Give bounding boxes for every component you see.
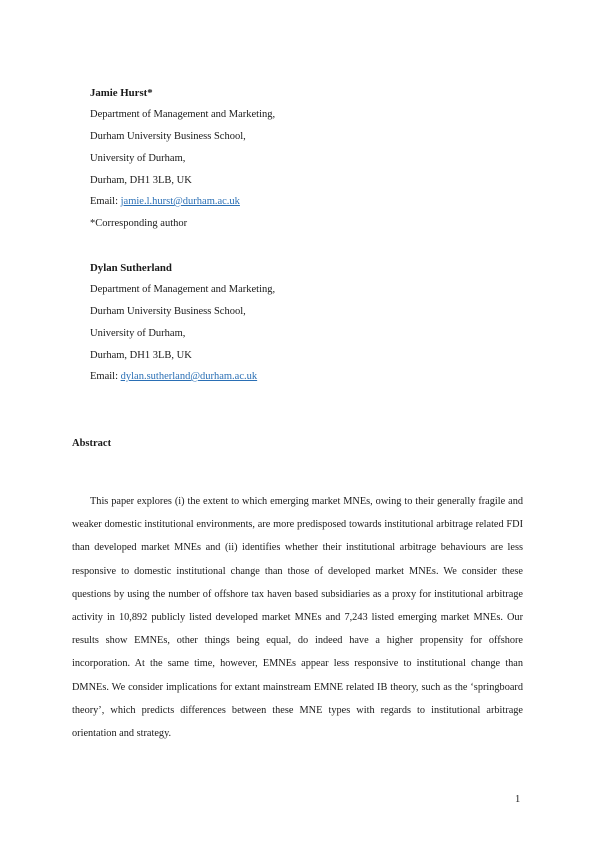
- author-name: Dylan Sutherland: [90, 262, 172, 274]
- author-university: University of Durham,: [90, 153, 186, 164]
- author-email-line: [90, 371, 257, 383]
- author-name: Jamie Hurst*: [90, 87, 153, 99]
- corresponding-author-note: *Corresponding author: [90, 218, 188, 229]
- author-school: Durham University Business School,: [90, 131, 246, 142]
- author-university: University of Durham,: [90, 328, 186, 339]
- author-department: Department of Management and Marketing,: [90, 109, 276, 120]
- author-school: Durham University Business School,: [90, 306, 246, 317]
- author-address: Durham, DH1 3LB, UK: [90, 175, 192, 186]
- author-email-line: [90, 196, 240, 208]
- author-email-link[interactable]: jamie.l.hurst@durham.ac.uk: [120, 196, 240, 207]
- email-label: Email:: [90, 371, 121, 382]
- abstract-text: This paper explores (i) the extent to which emerging market MNEs, owing to their generally fragile and weaker domestic institutional environments, are more predisposed towards institutional arbitrage related FDI than developed market MNEs and (ii) identifies whether their institutional arbitrage behaviours are less responsive to domestic institutional change than those of developed market MNEs. We consider these questions by using the number of offshore tax haven based subsidiaries as a proxy for institutional arbitrage activity in 10,892 publicly listed developed market MNEs and 7,243 listed emerging market MNEs. Our results show EMNEs, other things being equal, do indeed have a higher propensity for offshore incorporation. At the same time, however, EMNEs appear less responsive to institutional change than DMNEs. We consider implications for extant mainstream EMNE related IB theory, such as the ‘springboard theory’, which predicts differences between these MNE types with regards to institutional arbitrage orientation and strategy.: [72, 496, 523, 740]
- abstract-heading: Abstract: [72, 438, 112, 449]
- author-address: Durham, DH1 3LB, UK: [90, 350, 192, 361]
- author-department: Department of Management and Marketing,: [90, 284, 276, 295]
- page-number: 1: [515, 794, 521, 805]
- email-label: Email:: [90, 196, 121, 207]
- author-email-link[interactable]: dylan.sutherland@durham.ac.uk: [120, 371, 258, 382]
